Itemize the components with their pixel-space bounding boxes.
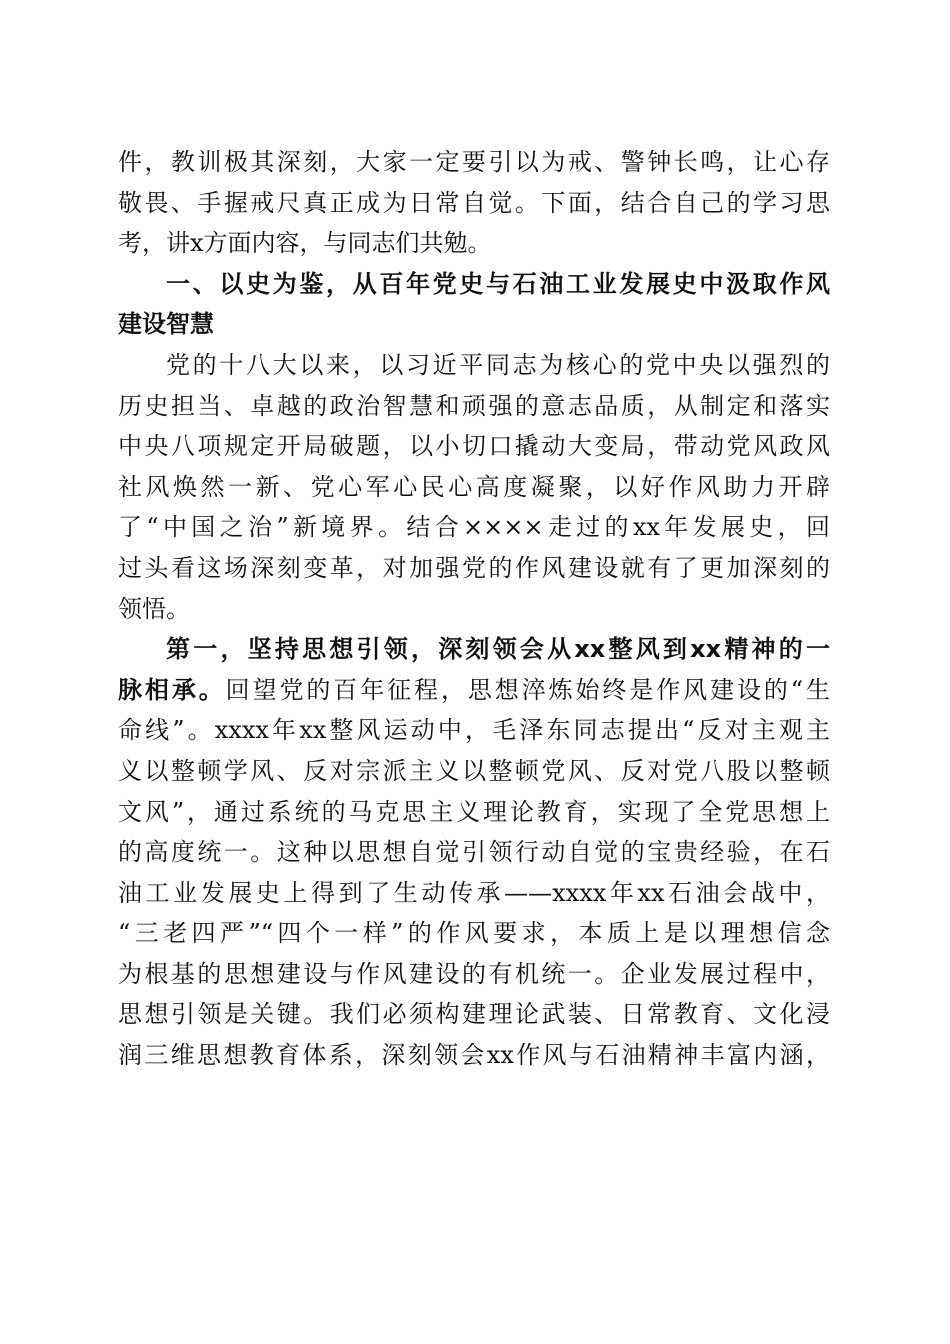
section-heading	[118, 264, 830, 345]
text-line: 中央八项规定开局破题，以小切口撬动大变局，带动党风政风	[118, 432, 830, 461]
bold-lead-end: 脉相承。	[118, 675, 226, 704]
text-line: 历史担当、卓越的政治智慧和顽强的意志品质，从制定和落实	[118, 391, 830, 420]
text-line: 了“中国之治”新境界。结合××××走过的xx年发展史，回	[118, 513, 830, 542]
document-body	[118, 142, 830, 1076]
intro-paragraph	[118, 142, 830, 264]
text-line: 考，讲x方面内容，与同志们共勉。	[118, 229, 492, 258]
line-rest: 回望党的百年征程，思想淬炼始终是作风建设的“生	[225, 675, 830, 704]
text-line: 的高度统一。这种以思想自觉引领行动自觉的宝贵经验，在石	[118, 838, 830, 867]
text-line: 命线”。xxxx年xx整风运动中，毛泽东同志提出“反对主观主	[118, 716, 830, 745]
heading-line: 建设智慧	[118, 310, 214, 339]
paragraph-2	[118, 629, 830, 1076]
text-line: 油工业发展史上得到了生动传承——xxxx年xx石油会战中，	[118, 878, 830, 907]
text-line: 敬畏、手握戒尺真正成为日常自觉。下面，结合自己的学习思	[118, 188, 830, 217]
heading-line: 一、以史为鉴，从百年党史与石油工业发展史中汲取作风	[166, 269, 830, 298]
text-line: 为根基的思想建设与作风建设的有机统一。企业发展过程中，	[118, 959, 830, 988]
bold-lead-line: 第一，坚持思想引领，深刻领会从xx整风到xx精神的一	[166, 635, 830, 664]
text-line: “三老四严”“四个一样”的作风要求，本质上是以理想信念	[118, 919, 830, 948]
text-line: 义以整顿学风、反对宗派主义以整顿党风、反对党八股以整顿	[118, 756, 830, 785]
mixed-line	[118, 670, 830, 711]
text-line: 领悟。	[118, 594, 190, 623]
text-line: 思想引领是关键。我们必须构建理论武装、日常教育、文化浸	[118, 1000, 830, 1029]
text-line: 社风焕然一新、党心军心民心高度凝聚，以好作风助力开辟	[118, 472, 830, 501]
text-line: 件，教训极其深刻，大家一定要引以为戒、警钟长鸣，让心存	[118, 148, 830, 176]
paragraph-1	[118, 345, 830, 629]
text-line: 过头看这场深刻变革，对加强党的作风建设就有了更加深刻的	[118, 553, 830, 582]
text-line: 文风”，通过系统的马克思主义理论教育，实现了全党思想上	[118, 797, 830, 826]
text-line: 润三维思想教育体系，深刻领会xx作风与石油精神丰富内涵，	[118, 1041, 830, 1070]
text-line: 党的十八大以来，以习近平同志为核心的党中央以强烈的	[166, 350, 830, 379]
